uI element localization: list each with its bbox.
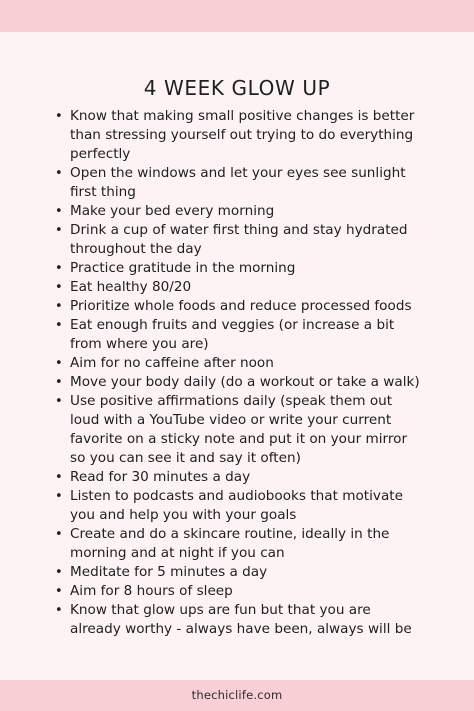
bullet-icon: •	[55, 223, 63, 238]
glow-up-list	[52, 107, 424, 639]
list-item-text: Listen to podcasts and audiobooks that motivate you and help you with your goals	[70, 488, 403, 523]
bullet-icon: •	[55, 280, 63, 295]
list-item	[52, 468, 424, 487]
list-item	[52, 221, 424, 259]
list-item-text: Aim for 8 hours of sleep	[70, 583, 233, 599]
list-item	[52, 601, 424, 639]
list-item	[52, 392, 424, 468]
bullet-icon: •	[55, 603, 63, 618]
list-item-text: Open the windows and let your eyes see sunlight first thing	[70, 165, 406, 200]
bullet-icon: •	[55, 584, 63, 599]
list-item	[52, 373, 424, 392]
list-item	[52, 582, 424, 601]
list-item-text: Use positive affirmations daily (speak them out loud with a YouTube video or write your current favorite on a sticky note and put it on your mirror so you can see it and say it often)	[70, 393, 408, 466]
list-item	[52, 487, 424, 525]
bullet-icon: •	[55, 470, 63, 485]
list-item-text: Aim for no caffeine after noon	[70, 355, 274, 371]
bullet-icon: •	[55, 394, 63, 409]
list-item	[52, 107, 424, 164]
list-item	[52, 202, 424, 221]
bullet-icon: •	[55, 318, 63, 333]
list-item-text: Know that glow ups are fun but that you are already worthy - always have been, always will be	[70, 602, 412, 637]
list-item-text: Create and do a skincare routine, ideally in the morning and at night if you can	[70, 526, 390, 561]
list-item-text: Prioritize whole foods and reduce processed foods	[70, 298, 412, 314]
list-item	[52, 354, 424, 373]
list-item-text: Practice gratitude in the morning	[70, 260, 296, 276]
list-item-text: Move your body daily (do a workout or take a walk)	[70, 374, 420, 390]
list-item-text: Make your bed every morning	[70, 203, 275, 219]
list-item	[52, 259, 424, 278]
footer-website: thechiclife.com	[191, 688, 283, 702]
list-item	[52, 164, 424, 202]
list-item	[52, 297, 424, 316]
list-item-text: Know that making small positive changes is better than stressing yourself out trying to do everything perfectly	[70, 108, 415, 162]
list-item-text: Meditate for 5 minutes a day	[70, 564, 268, 580]
bullet-icon: •	[55, 166, 63, 181]
bullet-icon: •	[55, 299, 63, 314]
top-pink-band	[0, 0, 474, 32]
bullet-icon: •	[55, 375, 63, 390]
bullet-icon: •	[55, 527, 63, 542]
list-item-text: Eat healthy 80/20	[70, 279, 192, 295]
list-item	[52, 278, 424, 297]
page-title: 4 WEEK GLOW UP	[143, 76, 331, 100]
bullet-icon: •	[55, 109, 63, 124]
list-item-text: Drink a cup of water first thing and stay hydrated throughout the day	[70, 222, 408, 257]
list-item-text: Read for 30 minutes a day	[70, 469, 251, 485]
bullet-icon: •	[55, 261, 63, 276]
list-item	[52, 563, 424, 582]
list-item	[52, 525, 424, 563]
bullet-icon: •	[55, 204, 63, 219]
bullet-icon: •	[55, 356, 63, 371]
list-item-text: Eat enough fruits and veggies (or increase a bit from where you are)	[70, 317, 395, 352]
list-item	[52, 316, 424, 354]
bullet-icon: •	[55, 489, 63, 504]
bullet-icon: •	[55, 565, 63, 580]
